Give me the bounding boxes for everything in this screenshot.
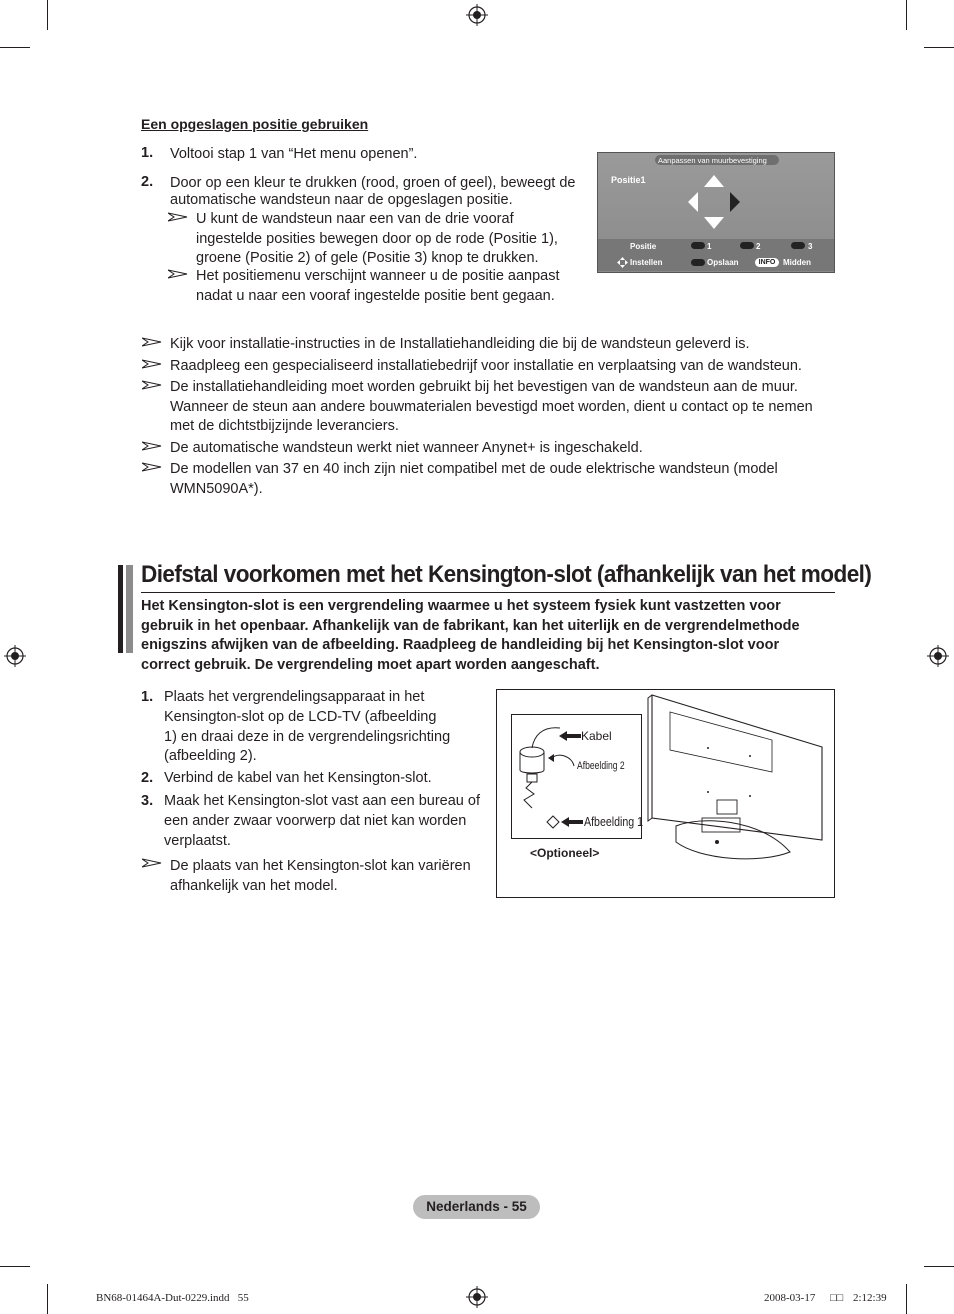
crop-mark [924, 1266, 954, 1267]
title-underline [141, 592, 835, 593]
section-bar-decoration [118, 565, 123, 653]
step-text: automatische wandsteun naar de opgeslagen positie. [170, 192, 513, 208]
step-number: 1. [141, 145, 154, 161]
crop-mark [906, 1284, 907, 1314]
registration-mark-icon [466, 4, 488, 26]
pointer-arrow-icon [561, 817, 583, 827]
section-heading: Een opgeslagen positie gebruiken [141, 116, 369, 132]
osd-button-label: 1 [707, 242, 712, 251]
yellow-button-icon [791, 242, 805, 249]
imprint-time: 2:12:39 [853, 1292, 887, 1304]
step-text: Verbind de kabel van het Kensington-slot. [164, 770, 432, 786]
osd-save-label: Opslaan [707, 258, 739, 267]
direction-arrows-icon [686, 173, 742, 231]
imprint-date: 2008-03-17 [764, 1292, 816, 1304]
registration-mark-icon [4, 645, 26, 667]
step-text: Voltooi stap 1 van “Het menu openen”. [170, 146, 418, 162]
step-text: Maak het Kensington-slot vast aan een bureau of een ander zwaar voorwerp dat niet kan worden verplaatst. [164, 793, 480, 849]
move-icon [617, 257, 628, 268]
osd-screen [597, 152, 835, 273]
step-number: 2. [141, 770, 154, 786]
note-text: U kunt de wandsteun naar een van de drie vooraf ingestelde posities bewegen door op de rode (Positie 1), groene (Positie 2) of gele (Positie 3) knop te drukken. [196, 211, 558, 266]
section-bar-decoration [126, 565, 133, 653]
rotate-arrow-icon [548, 754, 576, 776]
osd-move-label: Instellen [630, 258, 663, 267]
optional-label: <Optioneel> [530, 846, 600, 860]
note-text: Het positiemenu verschijnt wanneer u de positie aanpast nadat u naar een vooraf ingestelde positie bent gegaan. [196, 268, 560, 304]
note-arrow-icon [142, 359, 162, 369]
note-arrow-icon [142, 462, 162, 472]
imprint-file: BN68-01464A-Dut-0229.indd 55 [96, 1292, 249, 1304]
registration-mark-icon [466, 1286, 488, 1308]
imprint-glyph: □□ [830, 1292, 844, 1304]
green-button-icon [740, 242, 754, 249]
osd-row-label: Positie [630, 242, 657, 251]
note-text: De plaats van het Kensington-slot kan variëren afhankelijk van het model. [170, 858, 471, 894]
section-title: Diefstal voorkomen met het Kensington-slot (afhankelijk van het model) [141, 561, 872, 588]
note-text: De automatische wandsteun werkt niet wanneer Anynet+ is ingeschakeld. [170, 440, 643, 456]
note-text: De installatiehandleiding moet worden gebruikt bij het bevestigen van de wandsteun aan de muur. Wanneer de steun aan andere bouwmaterialen bevestigd moet worden, dient u contact op te nemen met de dichtstbijzijnde leveranciers. [170, 379, 813, 434]
crop-mark [47, 0, 48, 30]
kabel-label: Kabel [581, 729, 612, 743]
osd-position-label: Positie1 [611, 175, 646, 185]
info-label: INFO [758, 259, 776, 266]
note-text: De modellen van 37 en 40 inch zijn niet compatibel met de oude elektrische wandsteun (model WMN5090A*). [170, 461, 778, 497]
crop-mark [924, 47, 954, 48]
note-arrow-icon [168, 269, 188, 279]
pointer-arrow-icon [559, 731, 581, 741]
note-arrow-icon [142, 337, 162, 347]
red-button-icon [691, 242, 705, 249]
page-number: Nederlands - 55 [426, 1199, 527, 1214]
note-arrow-icon [142, 380, 162, 390]
intro-text: Het Kensington-slot is een vergrendeling waarmee u het systeem fysiek kunt vastzetten voor gebruik in het openbaar. Afhankelijk van de fabrikant, kan het uiterlijk en de vergrendelmethode enigszins afwijken van de afbeelding. Raadpleeg de handleiding bij het Kensington-slot voor correct gebruik. De vergrendeling moet apart worden aangeschaft. [141, 598, 800, 673]
osd-center-label: Midden [783, 258, 811, 267]
osd-title: Aanpassen van muurbevestiging [658, 156, 767, 165]
afbeelding-1-label: Afbeelding 1 [584, 815, 644, 829]
osd-button-label: 2 [756, 242, 761, 251]
note-arrow-icon [142, 441, 162, 451]
step-number: 1. [141, 689, 154, 705]
crop-mark [47, 1284, 48, 1314]
step-text: Door op een kleur te drukken (rood, groen of geel), beweegt de [170, 175, 576, 191]
step-number: 3. [141, 793, 154, 809]
note-arrow-icon [142, 858, 162, 868]
enter-button-icon [691, 259, 705, 266]
note-text: Kijk voor installatie-instructies in de Installatiehandleiding die bij de wandsteun geleverd is. [170, 336, 750, 352]
note-text: Raadpleeg een gespecialiseerd installatiebedrijf voor installatie en verplaatsing van de wandsteun. [170, 358, 802, 374]
afbeelding-2-label: Afbeelding 2 [577, 760, 625, 772]
step-number: 2. [141, 174, 154, 190]
crop-mark [0, 47, 30, 48]
crop-mark [906, 0, 907, 30]
crop-mark [0, 1266, 30, 1267]
osd-button-label: 3 [808, 242, 813, 251]
note-arrow-icon [168, 212, 188, 222]
step-text: Plaats het vergrendelingsapparaat in het Kensington-slot op de LCD-TV (afbeelding 1) en draai deze in de vergrendelingsrichting (afbeelding 2). [164, 689, 451, 765]
tv-back-icon [640, 692, 830, 867]
registration-mark-icon [927, 645, 949, 667]
